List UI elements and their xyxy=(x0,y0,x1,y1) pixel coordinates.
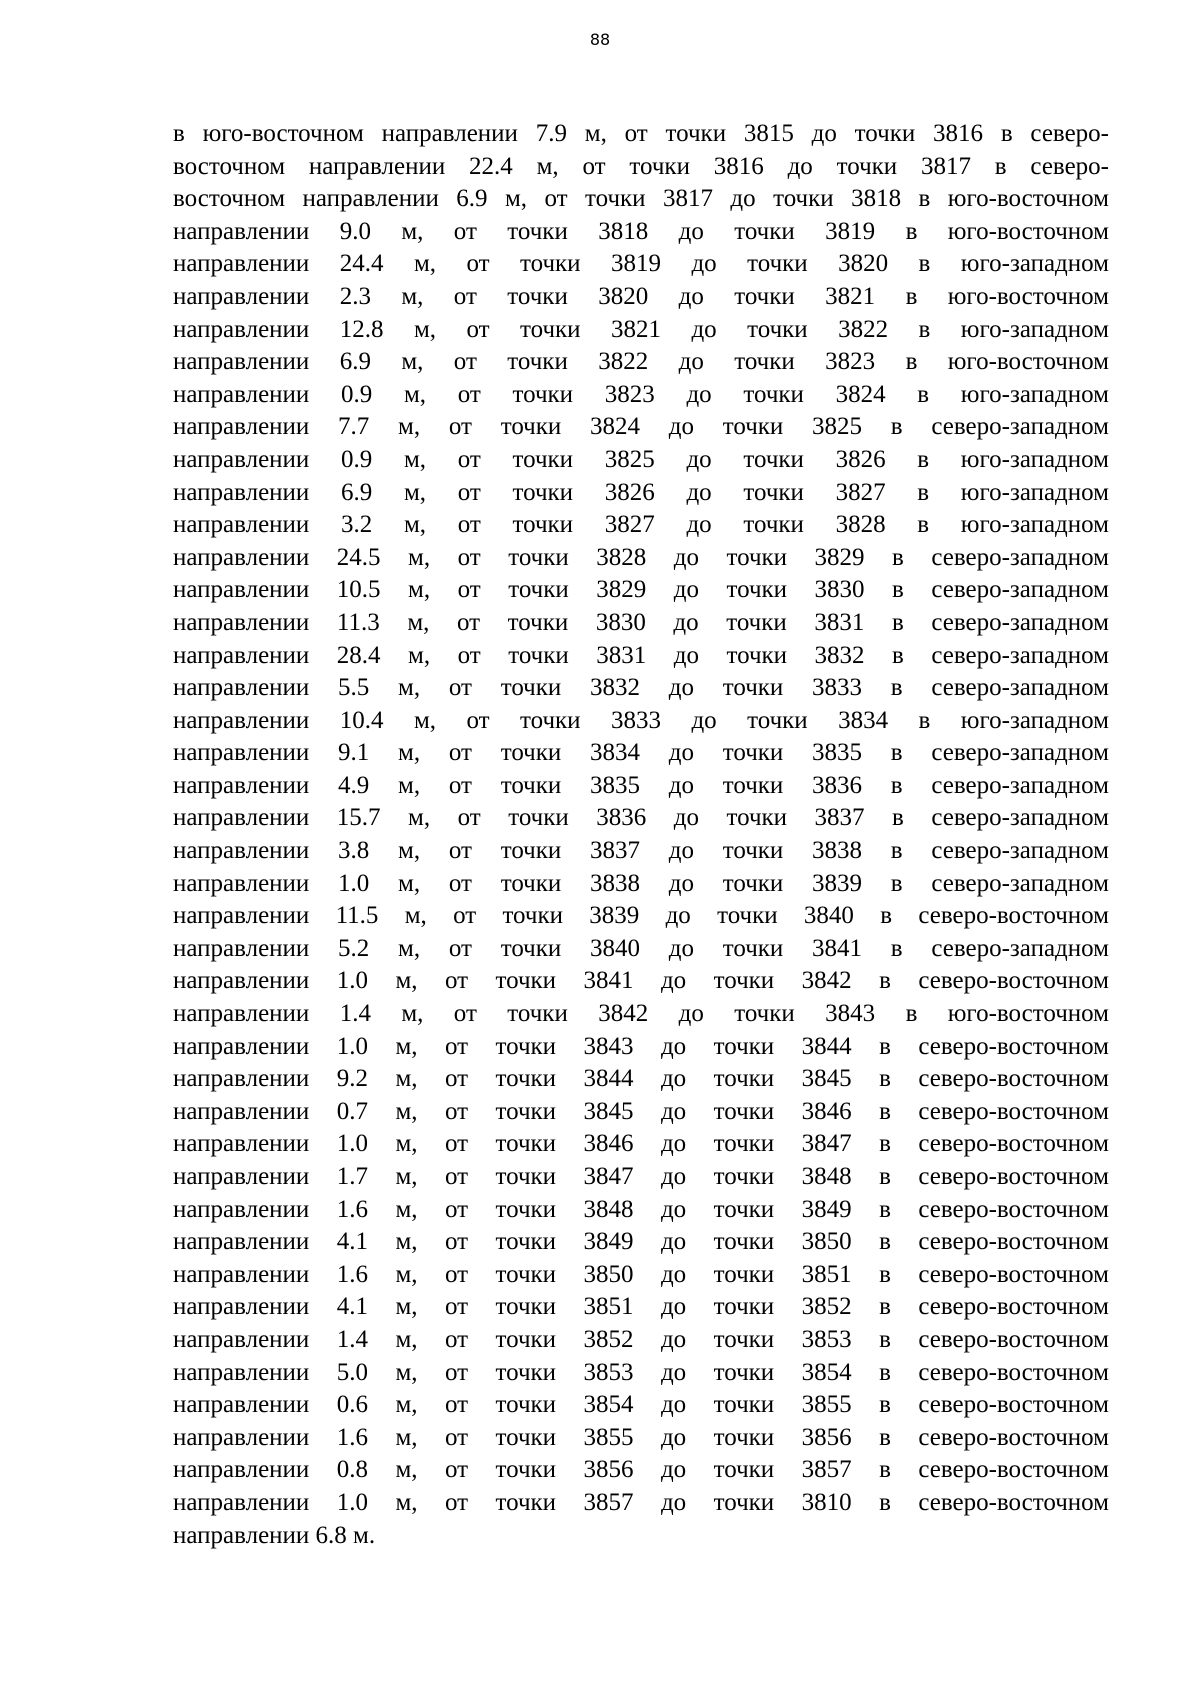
text-line: направлении 1.6 м, от точки 3848 до точки 3849 в северо-восточном xyxy=(173,1195,1109,1223)
text-line: направлении 24.4 м, от точки 3819 до точки 3820 в юго-западном xyxy=(173,250,1109,278)
text-line: восточном направлении 22.4 м, от точки 3816 до точки 3817 в северо- xyxy=(173,152,1109,180)
text-line: восточном направлении 6.9 м, от точки 3817 до точки 3818 в юго-восточном xyxy=(173,185,1109,213)
text-line: направлении 5.5 м, от точки 3832 до точки 3833 в северо-западном xyxy=(173,674,1109,702)
text-line: направлении 6.8 м. xyxy=(173,1521,376,1549)
text-line: направлении 4.9 м, от точки 3835 до точки 3836 в северо-западном xyxy=(173,771,1109,799)
text-line: направлении 10.4 м, от точки 3833 до точки 3834 в юго-западном xyxy=(173,706,1109,734)
text-line: направлении 5.0 м, от точки 3853 до точки 3854 в северо-восточном xyxy=(173,1358,1109,1386)
text-line: направлении 6.9 м, от точки 3822 до точки 3823 в юго-восточном xyxy=(173,348,1109,376)
text-line: направлении 9.2 м, от точки 3844 до точки 3845 в северо-восточном xyxy=(173,1065,1109,1093)
text-line: направлении 3.8 м, от точки 3837 до точки 3838 в северо-западном xyxy=(173,837,1109,865)
text-line: направлении 3.2 м, от точки 3827 до точки 3828 в юго-западном xyxy=(173,511,1109,539)
text-line: направлении 0.9 м, от точки 3825 до точки 3826 в юго-западном xyxy=(173,445,1109,473)
text-line: направлении 24.5 м, от точки 3828 до точки 3829 в северо-западном xyxy=(173,543,1109,571)
page-number: 88 xyxy=(589,30,611,49)
text-line: в юго-восточном направлении 7.9 м, от точки 3815 до точки 3816 в северо- xyxy=(173,120,1109,147)
text-line: направлении 0.7 м, от точки 3845 до точки 3846 в северо-восточном xyxy=(173,1097,1109,1125)
text-line: направлении 11.5 м, от точки 3839 до точки 3840 в северо-восточном xyxy=(173,902,1109,930)
text-line: направлении 1.0 м, от точки 3838 до точки 3839 в северо-западном xyxy=(173,869,1109,897)
text-line: направлении 0.8 м, от точки 3856 до точки 3857 в северо-восточном xyxy=(173,1456,1109,1484)
document-body xyxy=(173,118,1109,1552)
text-line: направлении 1.4 м, от точки 3842 до точки 3843 в юго-восточном xyxy=(173,1000,1109,1028)
text-line: направлении 1.0 м, от точки 3846 до точки 3847 в северо-восточном xyxy=(173,1130,1109,1158)
text-line: направлении 1.0 м, от точки 3841 до точки 3842 в северо-восточном xyxy=(173,967,1109,995)
text-line: направлении 1.4 м, от точки 3852 до точки 3853 в северо-восточном xyxy=(173,1325,1109,1353)
text-line: направлении 15.7 м, от точки 3836 до точки 3837 в северо-западном xyxy=(173,804,1109,832)
text-line: направлении 12.8 м, от точки 3821 до точки 3822 в юго-западном xyxy=(173,315,1109,343)
text-line: направлении 0.6 м, от точки 3854 до точки 3855 в северо-восточном xyxy=(173,1391,1109,1419)
text-line: направлении 7.7 м, от точки 3824 до точки 3825 в северо-западном xyxy=(173,413,1109,441)
text-line: направлении 1.7 м, от точки 3847 до точки 3848 в северо-восточном xyxy=(173,1163,1109,1190)
text-line: направлении 9.0 м, от точки 3818 до точки 3819 в юго-восточном xyxy=(173,217,1109,245)
text-line: направлении 10.5 м, от точки 3829 до точки 3830 в северо-западном xyxy=(173,576,1109,604)
text-line: направлении 28.4 м, от точки 3831 до точки 3832 в северо-западном xyxy=(173,641,1109,669)
text-line: направлении 0.9 м, от точки 3823 до точки 3824 в юго-западном xyxy=(173,380,1109,408)
text-line: направлении 1.0 м, от точки 3857 до точки 3810 в северо-восточном xyxy=(173,1488,1109,1516)
text-line: направлении 5.2 м, от точки 3840 до точки 3841 в северо-западном xyxy=(173,934,1109,962)
text-line: направлении 1.6 м, от точки 3855 до точки 3856 в северо-восточном xyxy=(173,1423,1109,1451)
text-line: направлении 9.1 м, от точки 3834 до точки 3835 в северо-западном xyxy=(173,739,1109,767)
text-line: направлении 1.0 м, от точки 3843 до точки 3844 в северо-восточном xyxy=(173,1032,1109,1060)
text-line: направлении 6.9 м, от точки 3826 до точки 3827 в юго-западном xyxy=(173,478,1109,506)
text-line: направлении 4.1 м, от точки 3849 до точки 3850 в северо-восточном xyxy=(173,1228,1109,1256)
text-line: направлении 11.3 м, от точки 3830 до точки 3831 в северо-западном xyxy=(173,608,1109,636)
text-line: направлении 4.1 м, от точки 3851 до точки 3852 в северо-восточном xyxy=(173,1293,1109,1321)
text-line: направлении 1.6 м, от точки 3850 до точки 3851 в северо-восточном xyxy=(173,1260,1109,1288)
text-line: направлении 2.3 м, от точки 3820 до точки 3821 в юго-восточном xyxy=(173,282,1109,310)
